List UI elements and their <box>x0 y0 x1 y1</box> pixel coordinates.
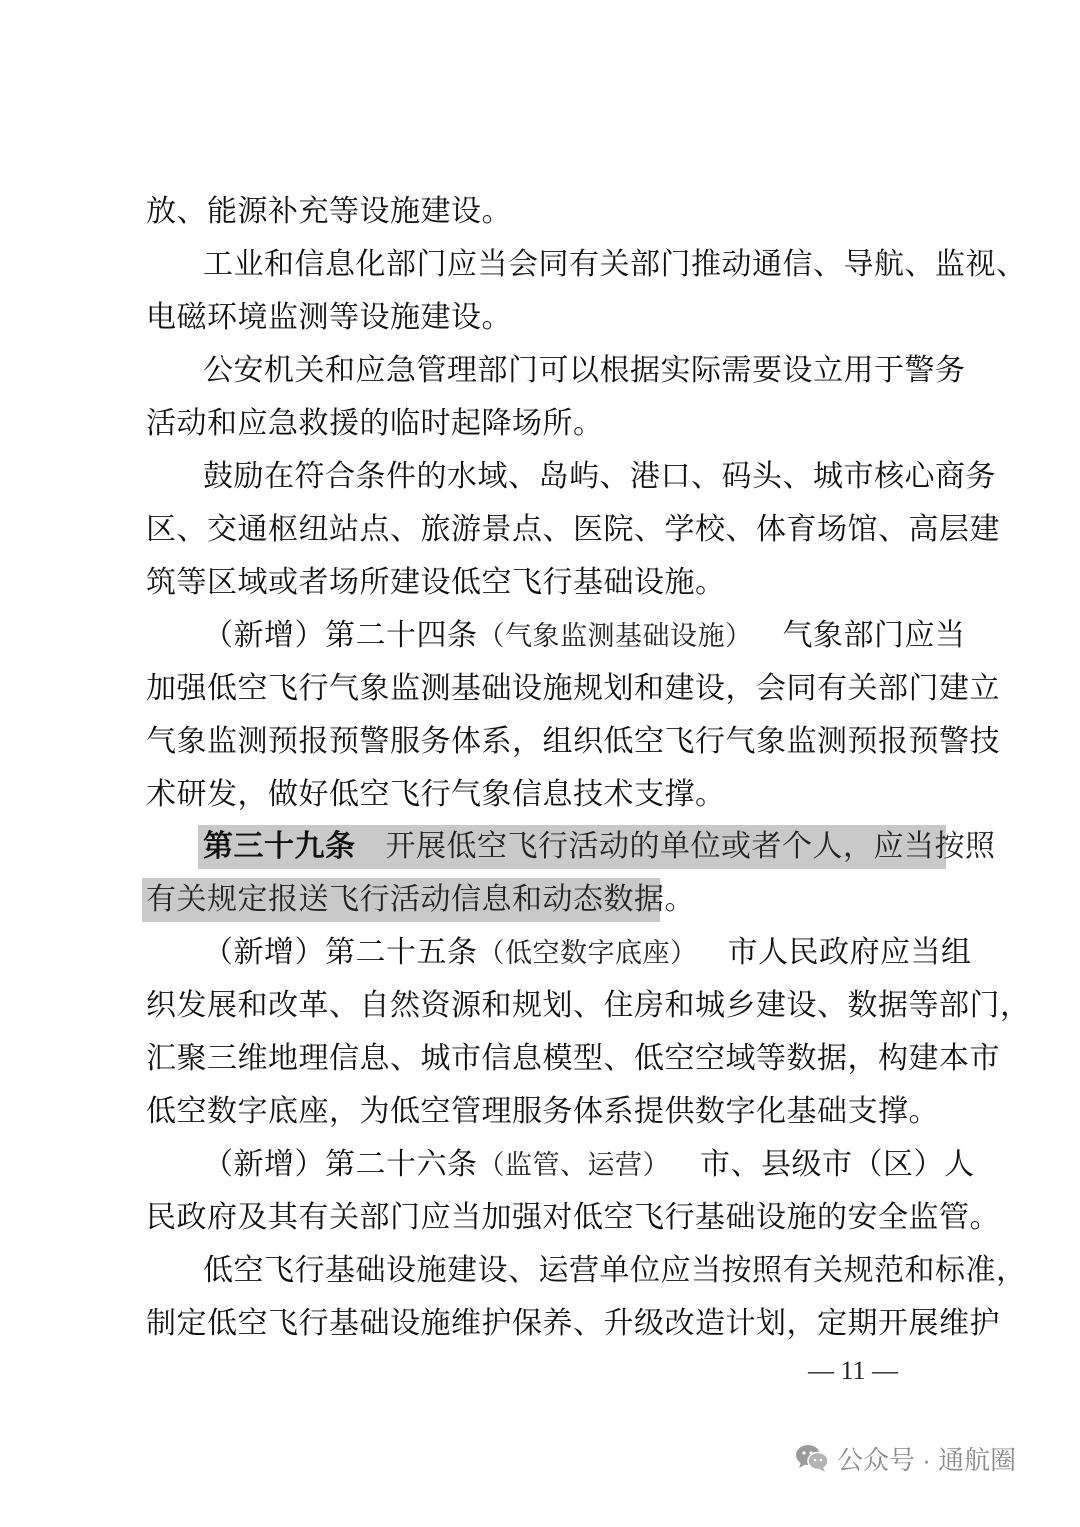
article-prefix: （新增）第二十四条 <box>203 618 478 653</box>
paragraph-line: 活动和应急救援的临时起降场所。 <box>146 406 604 441</box>
wechat-watermark <box>795 1436 1016 1480</box>
page-number: — 11 — <box>808 1356 899 1385</box>
wechat-icon <box>795 1443 829 1473</box>
paragraph-line: 汇聚三维地理信息、城市信息模型、低空空域等数据，构建本市 <box>146 1041 1000 1076</box>
paragraph-line: 术研发，做好低空飞行气象信息技术支撑。 <box>146 777 726 812</box>
paragraph-line: 加强低空飞行气象监测基础设施规划和建设，会同有关部门建立 <box>146 671 1000 706</box>
watermark-text: 公众号 · 通航圈 <box>837 1444 1017 1475</box>
article-26-heading <box>203 1143 975 1187</box>
paragraph-line: 气象监测预报预警服务体系，组织低空飞行气象监测预报预警技 <box>146 724 1000 759</box>
paragraph-line: 鼓励在符合条件的水域、岛屿、港口、码头、城市核心商务 <box>203 459 996 494</box>
article-25-heading <box>203 931 972 975</box>
paragraph-line: 低空飞行基础设施建设、运营单位应当按照有关规范和标准， <box>203 1253 1027 1288</box>
article-note: （低空数字底座） <box>477 938 698 969</box>
article-text: 市、县级市（区）人 <box>700 1147 975 1182</box>
article-24-heading <box>203 614 966 658</box>
paragraph-line: 放、能源补充等设施建设。 <box>146 194 512 229</box>
article-title: 第三十九条 <box>203 829 356 864</box>
paragraph-line: 低空数字底座，为低空管理服务体系提供数字化基础支撑。 <box>146 1094 939 1129</box>
article-text: 市人民政府应当组 <box>727 935 972 970</box>
paragraph-line: 电磁环境监测等设施建设。 <box>146 300 512 335</box>
paragraph-line: 民政府及其有关部门应当加强对低空飞行基础设施的安全监管。 <box>146 1200 1000 1235</box>
paragraph-line: 制定低空飞行基础设施维护保养、升级改造计划，定期开展维护 <box>146 1306 1000 1341</box>
article-prefix: （新增）第二十六条 <box>203 1147 478 1182</box>
paragraph-line: 区、交通枢纽站点、旅游景点、医院、学校、体育场馆、高层建 <box>146 512 1000 547</box>
article-prefix: （新增）第二十五条 <box>203 935 478 970</box>
paragraph-line: 公安机关和应急管理部门可以根据实际需要设立用于警务 <box>203 353 966 388</box>
paragraph-line: 有关规定报送飞行活动信息和动态数据。 <box>146 882 695 917</box>
article-text: 开展低空飞行活动的单位或者个人，应当按照 <box>385 829 996 864</box>
article-39-heading <box>203 825 996 869</box>
article-note: （气象监测基础设施） <box>477 621 753 652</box>
paragraph-line: 工业和信息化部门应当会同有关部门推动通信、导航、监视、 <box>203 247 1027 282</box>
article-note: （监管、运营） <box>477 1150 670 1181</box>
article-text: 气象部门应当 <box>782 618 966 653</box>
paragraph-line: 筑等区域或者场所建设低空飞行基础设施。 <box>146 565 726 600</box>
paragraph-line: 织发展和改革、自然资源和规划、住房和城乡建设、数据等部门， <box>146 988 1031 1023</box>
